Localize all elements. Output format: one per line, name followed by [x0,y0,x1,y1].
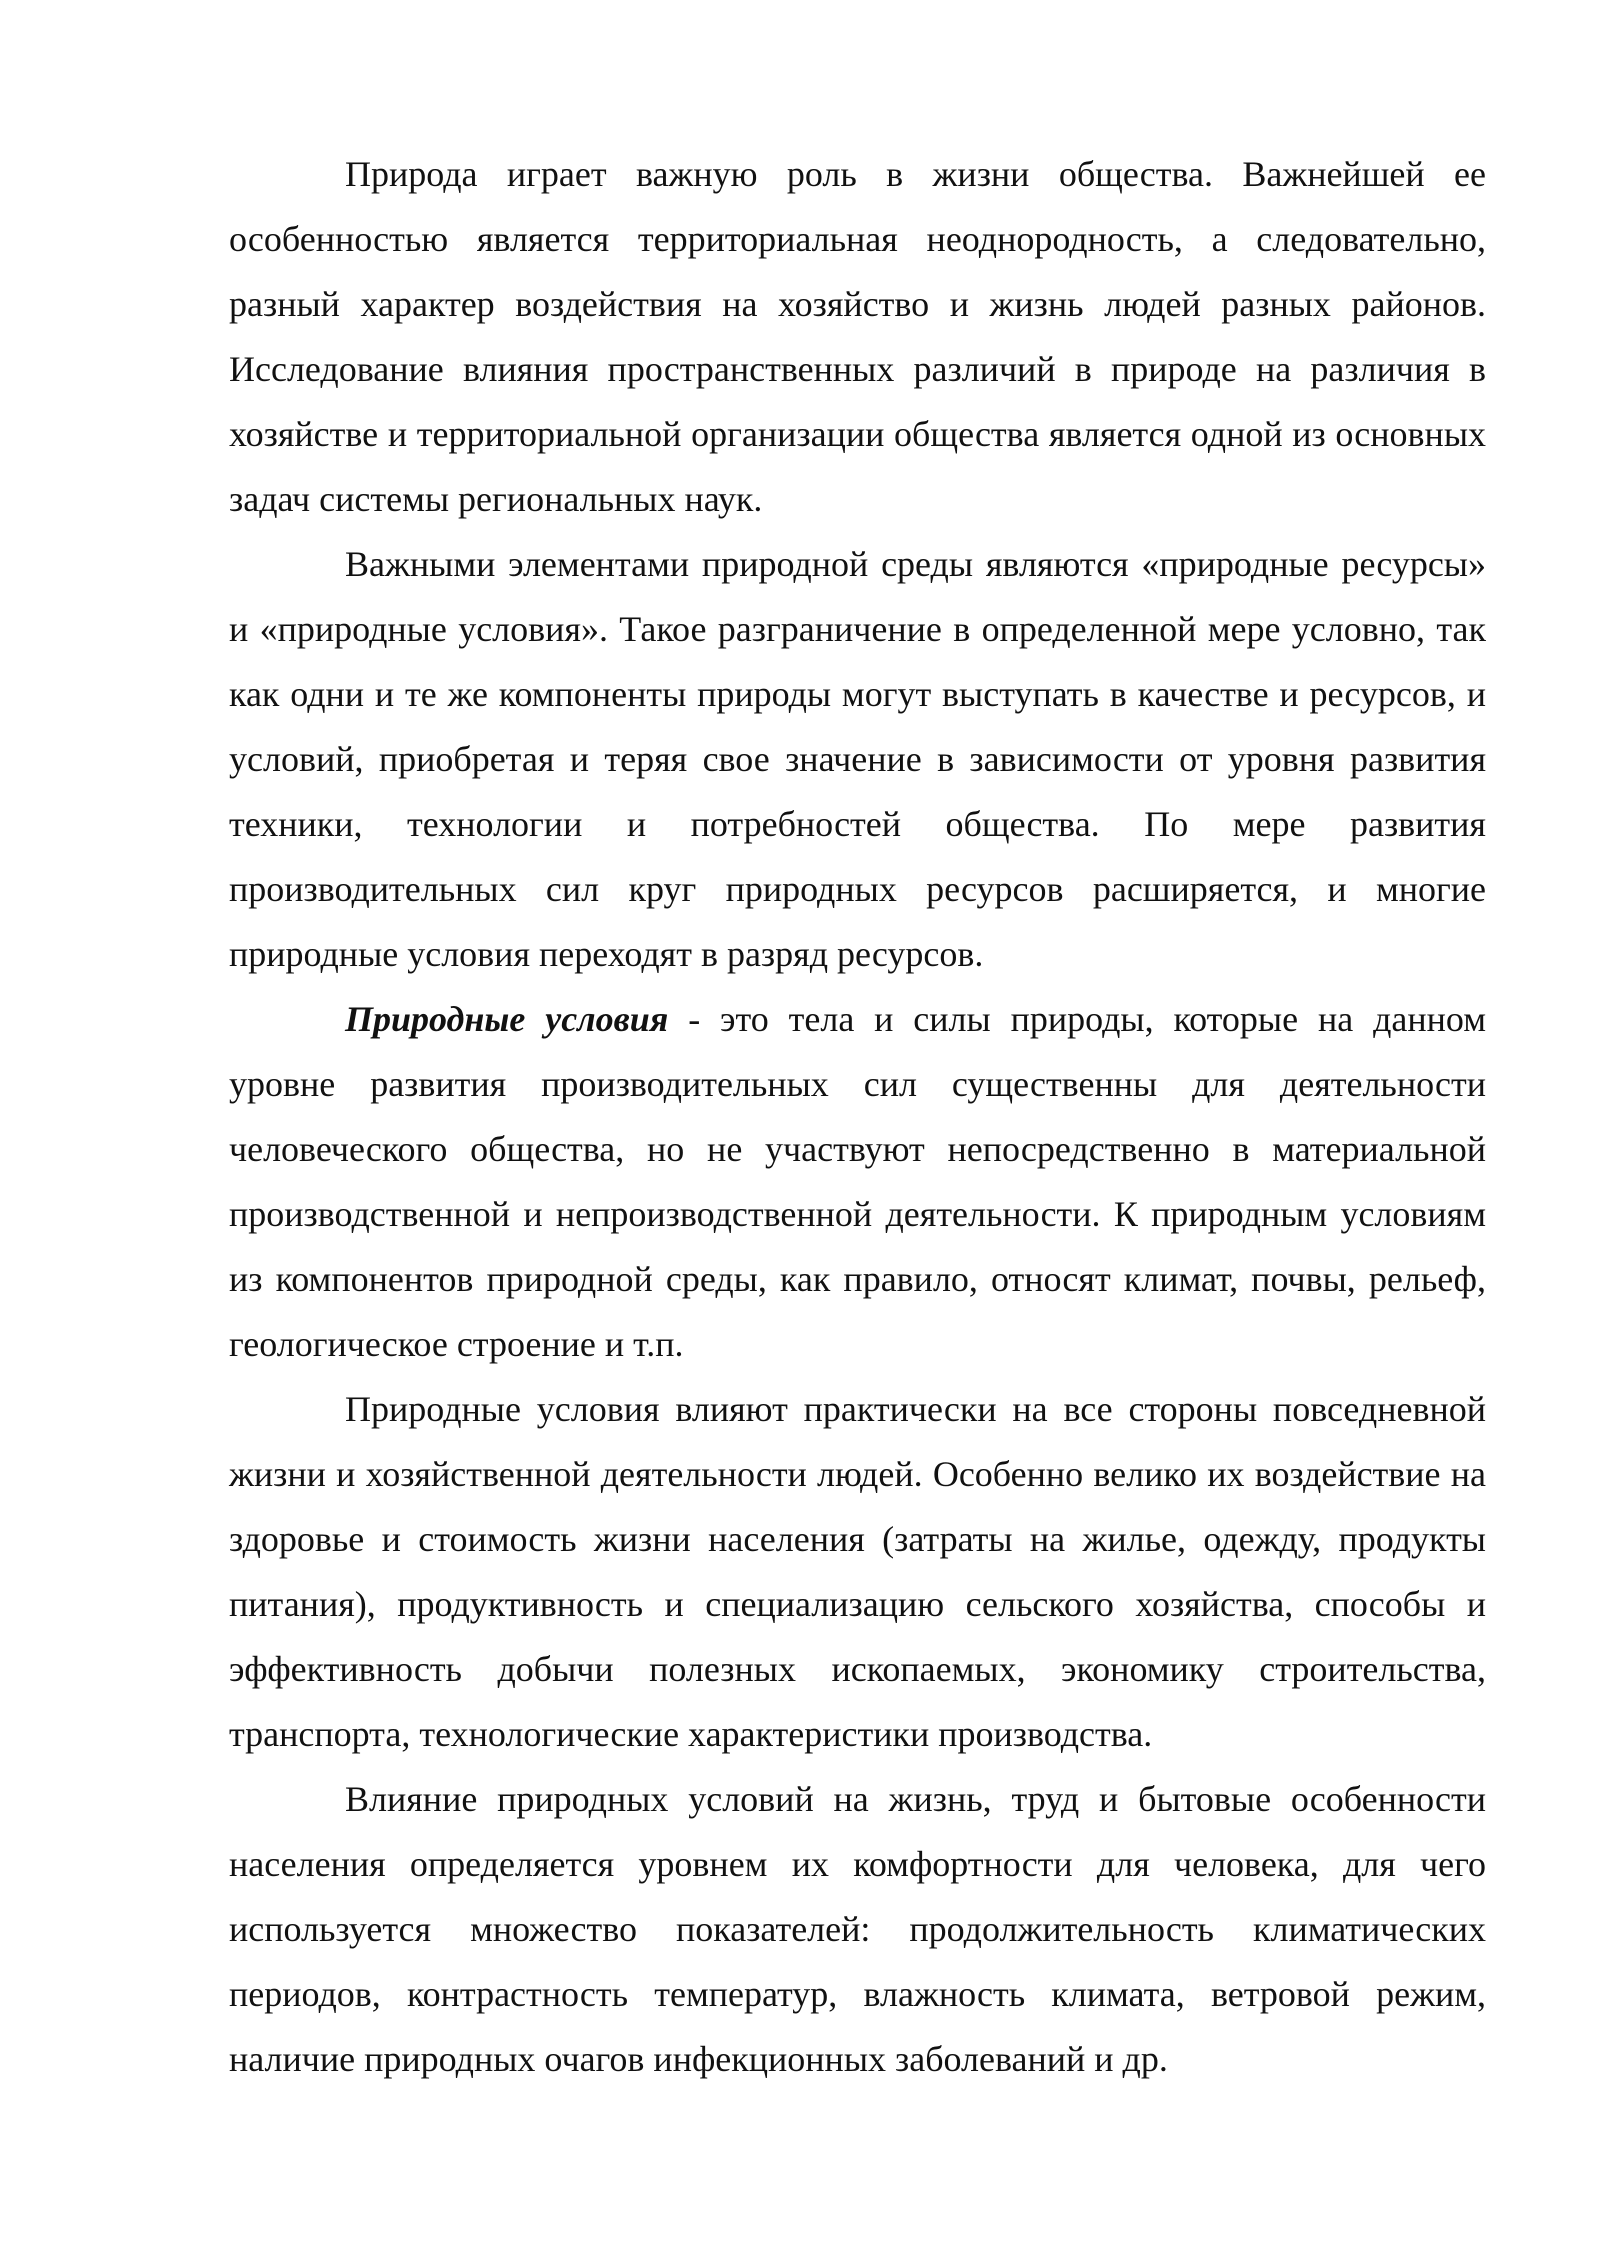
paragraph-resources-and-conditions: Важными элементами природной среды являются «природные ресурсы» и «природные условия». Такое разграничение в определенной мере условно, так как одни и те же компоненты природы могут выступать в качестве и ресурсов, и условий, приобретая и теряя свое значение в зависимости от уровня развития техники, технологии и потребностей общества. По мере развития производительных сил круг природных ресурсов расширяется, и многие природные условия переходят в разряд ресурсов. [229,544,1486,974]
paragraph-comfort-indicators: Влияние природных условий на жизнь, труд и бытовые особенности населения определяется уровнем их комфортности для человека, для чего используется множество показателей: продолжительность климатических периодов, контрастность температур, влажность климата, ветровой режим, наличие природных очагов инфекционных заболеваний и др. [229,1779,1486,2079]
defined-term: Природные условия [345,999,669,1039]
paragraph-natural-conditions-definition [229,987,1486,1377]
document-body [229,142,1486,2092]
paragraph-conditions-influence: Природные условия влияют практически на все стороны повседневной жизни и хозяйственной деятельности людей. Особенно велико их воздействие на здоровье и стоимость жизни населения (затраты на жилье, одежду, продукты питания), продуктивность и специализацию сельского хозяйства, способы и эффективность добычи полезных ископаемых, экономику строительства, транспорта, технологические характеристики производства. [229,1389,1486,1754]
definition-text: - это тела и силы природы, которые на данном уровне развития производительных сил существенны для деятельности человеческого общества, но не участвуют непосредственно в материальной производственной и непроизводственной деятельности. К природным условиям из компонентов природной среды, как правило, относят климат, почвы, рельеф, геологическое строение и т.п. [229,999,1486,1364]
paragraph-nature-role: Природа играет важную роль в жизни общества. Важнейшей ее особенностью является территориальная неоднородность, а следовательно, разный характер воздействия на хозяйство и жизнь людей разных районов. Исследование влияния пространственных различий в природе на различия в хозяйстве и территориальной организации общества является одной из основных задач системы региональных наук. [229,154,1486,519]
